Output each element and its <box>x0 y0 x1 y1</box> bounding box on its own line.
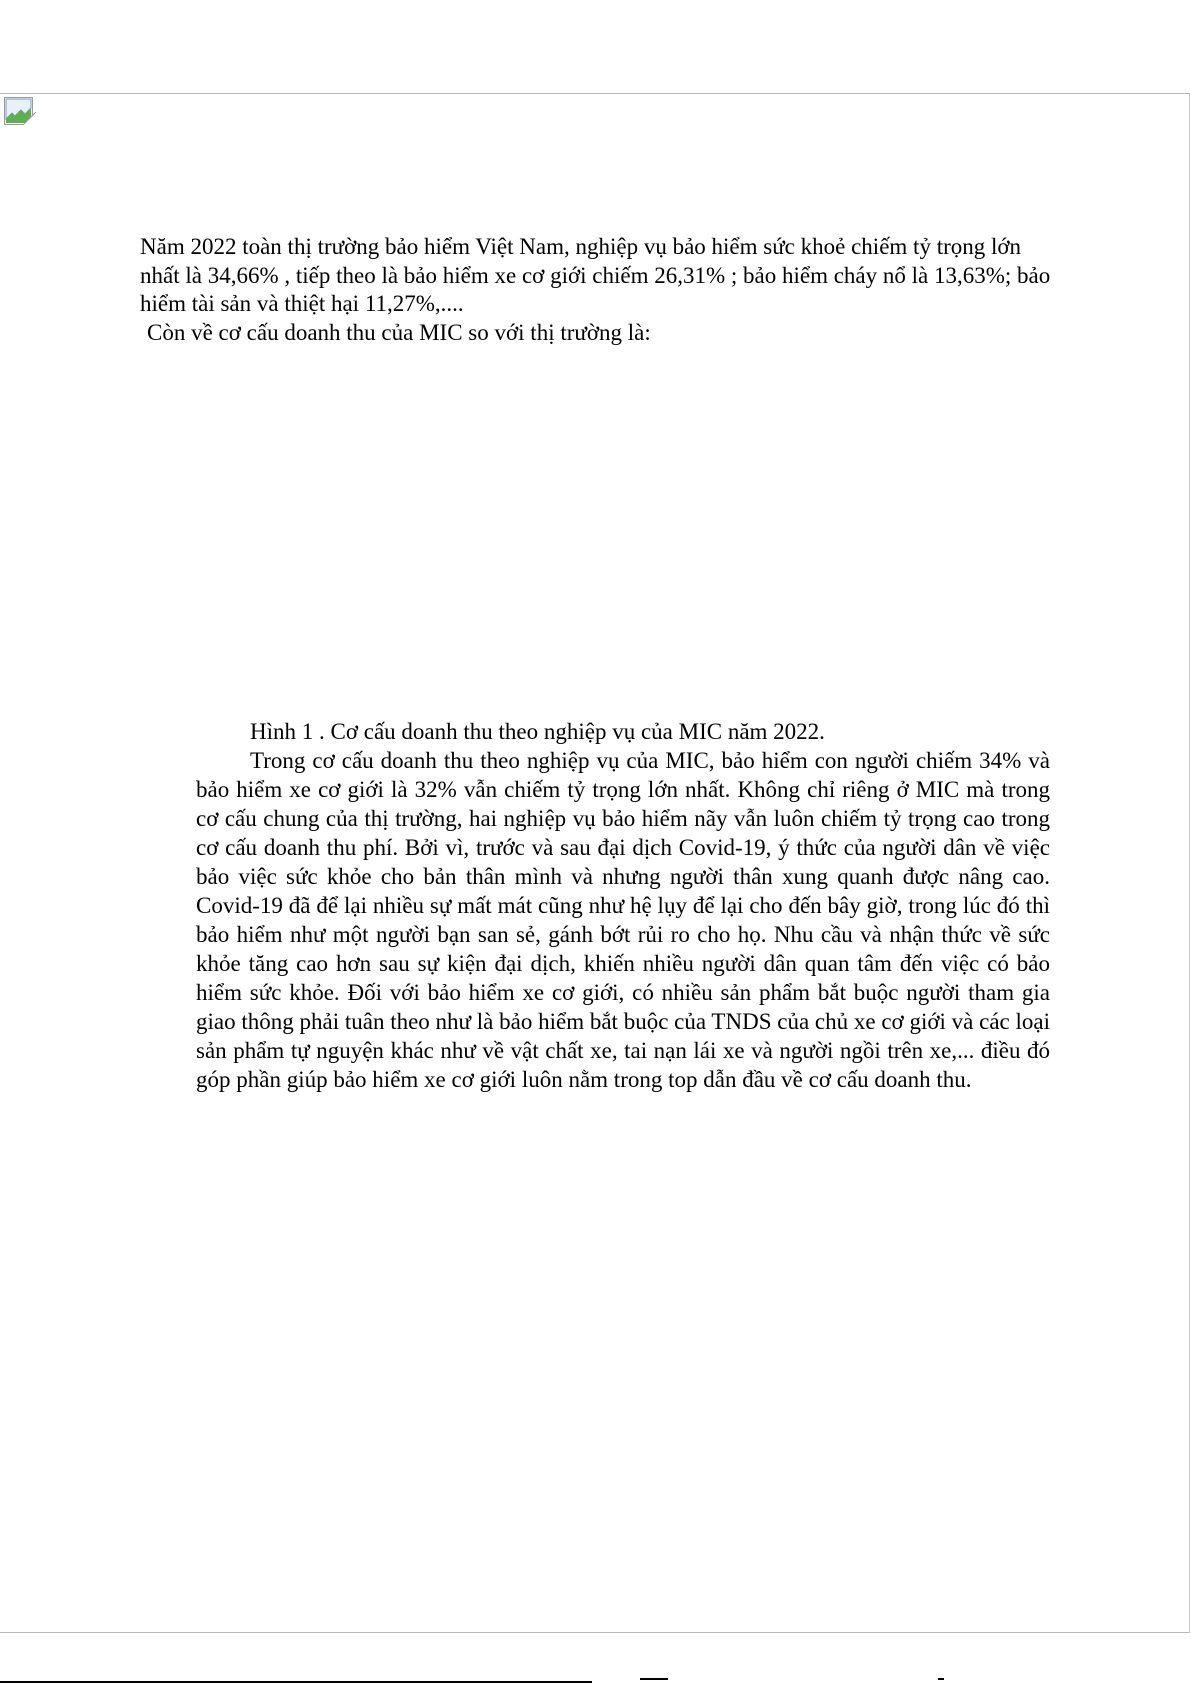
intro-section <box>140 233 1060 347</box>
body-paragraph: Trong cơ cấu doanh thu theo nghiệp vụ của MIC, bảo hiểm con người chiếm 34% và bảo hiểm xe cơ giới là 32% vẫn chiếm tỷ trọng lớn nhất. Không chỉ riêng ở MIC mà trong cơ cấu chung của thị trường, hai nghiệp vụ bảo hiểm nãy vẫn luôn chiếm tỷ trọng cao trong cơ cấu doanh thu phí. Bởi vì, trước và sau đại dịch Covid-19, ý thức của người dân về việc bảo việc sức khỏe cho bản thân mình và nhưng người thân xung quanh được nâng cao. Covid-19 đã để lại nhiều sự mất mát cũng như hệ lụy để lại cho đến bây giờ, trong lúc đó thì bảo hiểm như một người bạn san sẻ, gánh bớt rủi ro cho họ. Nhu cầu và nhận thức về sức khỏe tăng cao hơn sau sự kiện đại dịch, khiến nhiều người dân quan tâm đến việc có bảo hiểm sức khỏe. Đối với bảo hiểm xe cơ giới, có nhiều sản phẩm bắt buộc người tham gia giao thông phải tuân theo như là bảo hiểm bắt buộc của TNDS của chủ xe cơ giới và các loại sản phẩm tự nguyện khác như về vật chất xe, tai nạn lái xe và người ngồi trên xe,... điều đó góp phần giúp bảo hiểm xe cơ giới luôn nằm trong top dẫn đầu về cơ cấu doanh thu. <box>196 748 1050 1092</box>
footer-mark <box>640 1678 668 1680</box>
footer-mark <box>938 1678 944 1680</box>
figure-caption: Hình 1 . Cơ cấu doanh thu theo nghiệp vụ của MIC năm 2022. <box>250 719 825 744</box>
intro-question: Còn về cơ cấu doanh thu của MIC so với thị trường là: <box>147 319 651 345</box>
broken-image-icon <box>4 97 37 128</box>
intro-paragraph: Năm 2022 toàn thị trường bảo hiểm Việt Nam, nghiệp vụ bảo hiểm sức khoẻ chiếm tỷ trọng lớn nhất là 34,66% , tiếp theo là bảo hiểm xe cơ giới chiếm 26,31% ; bảo hiểm cháy nổ là 13,63%; bảo hiểm tài sản và thiệt hại 11,27%,.... <box>140 234 1051 316</box>
footer-rule <box>0 1681 592 1683</box>
